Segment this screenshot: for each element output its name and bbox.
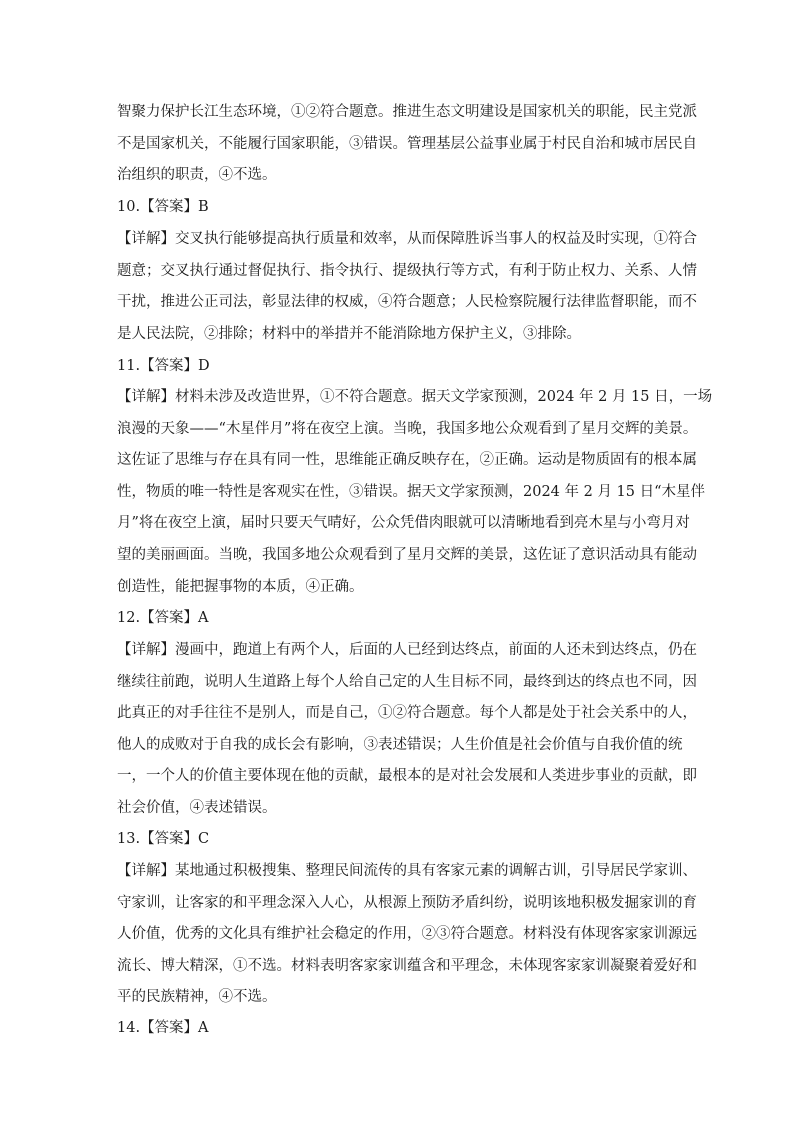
- text-line: 月”将在夜空上演，届时只要天气晴好，公众凭借肉眼就可以清晰地看到亮木星与小弯月对: [117, 515, 690, 532]
- text-line: 性，物质的唯一特性是客观实在性，③错误。据天文学家预测，2024 年 2 月 15 日“木星伴: [117, 483, 706, 500]
- text-line: 题意；交叉执行通过督促执行、指令执行、提级执行等方式，有利于防止权力、关系、人情: [117, 262, 697, 279]
- answer-heading-text: 13.【答案】C: [117, 831, 210, 847]
- text-line: 人价值，优秀的文化具有维护社会稳定的作用，②③符合题意。材料没有体现客家家训源远: [117, 926, 697, 943]
- answer-heading-text: 11.【答案】D: [117, 358, 210, 374]
- explanation-13: [117, 856, 697, 1014]
- text-line: 【详解】材料未涉及改造世界，①不符合题意。据天文学家预测，2024 年 2 月 15 日，一场: [117, 389, 713, 405]
- paragraph-continuation: [117, 97, 697, 192]
- explanation-11: [117, 382, 713, 603]
- text-line: 干扰，推进公正司法，彰显法律的权威，④符合题意；人民检察院履行法律监督职能，而不: [117, 294, 697, 311]
- text-line: 浪漫的天象——“木星伴月”将在夜空上演。当晚，我国多地公众观看到了星月交辉的美景。: [117, 420, 698, 437]
- text-line: 继续往前跑，说明人生道路上每个人给自己定的人生目标不同，最终到达的终点也不同，因: [117, 673, 697, 690]
- text-line: 治组织的职责，④不选。: [117, 167, 277, 184]
- text-line: 平的民族精神，④不选。: [117, 989, 277, 1006]
- text-line: 此真正的对手往往不是别人，而是自己，①②符合题意。每个人都是处于社会关系中的人，: [117, 705, 697, 722]
- answer-heading-10: [117, 192, 677, 224]
- text-line: 他人的成败对于自我的成长会有影响，③表述错误；人生价值是社会价值与自我价值的统: [117, 736, 683, 753]
- text-line: 创造性，能把握事物的本质，④正确。: [117, 578, 364, 595]
- answer-heading-text: 14.【答案】A: [117, 1020, 209, 1036]
- answer-heading-text: 10.【答案】B: [117, 199, 209, 215]
- answer-heading-text: 12.【答案】A: [117, 610, 209, 626]
- explanation-10: [117, 224, 697, 350]
- text-line: 流长、博大精深，①不选。材料表明客家家训蕴含和平理念，未体现客家家训凝聚着爱好和: [117, 957, 697, 974]
- answer-heading-13: [117, 824, 677, 856]
- text-line: 智聚力保护长江生态环境，①②符合题意。推进生态文明建设是国家机关的职能，民主党派: [117, 104, 697, 120]
- text-line: 【详解】漫画中，跑道上有两个人，后面的人已经到达终点，前面的人还未到达终点，仍在: [117, 642, 697, 658]
- text-line: 守家训，让客家的和平理念深入人心，从根源上预防矛盾纠纷，说明该地积极发掘家训的育: [117, 894, 697, 911]
- text-line: 这佐证了思维与存在具有同一性，思维能正确反映存在，②正确。运动是物质固有的根本属: [117, 452, 697, 469]
- text-line: 望的美丽画面。当晚，我国多地公众观看到了星月交辉的美景，这佐证了意识活动具有能动: [117, 546, 697, 563]
- explanation-12: [117, 635, 697, 825]
- text-line: 社会价值，④表述错误。: [117, 799, 277, 816]
- answer-heading-12: [117, 603, 677, 635]
- text-line: 【详解】交叉执行能够提高执行质量和效率，从而保障胜诉当事人的权益及时实现，①符合: [117, 231, 697, 247]
- answer-heading-11: [117, 351, 677, 383]
- text-line: 【详解】某地通过积极搜集、整理民间流传的具有客家元素的调解古训，引导居民学家训、: [117, 863, 697, 879]
- text-line: 是人民法院，②排除；材料中的举措并不能消除地方保护主义，③排除。: [117, 325, 581, 342]
- text-line: 一，一个人的价值主要体现在他的贡献，最根本的是对社会发展和人类进步事业的贡献，即: [117, 768, 697, 785]
- answer-heading-14: [117, 1013, 677, 1045]
- text-line: 不是国家机关，不能履行国家职能，③错误。管理基层公益事业属于村民自治和城市居民自: [117, 135, 697, 152]
